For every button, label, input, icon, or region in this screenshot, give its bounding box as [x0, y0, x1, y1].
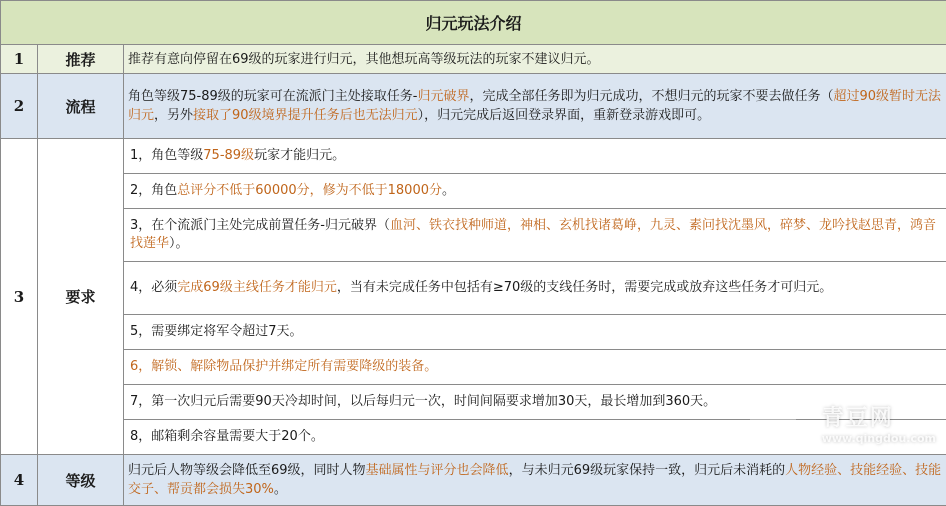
highlighted-text: 超过90级暂时无法归元 [128, 89, 941, 123]
highlighted-text: 人物经验、技能经验、技能交子、帮贡都会损失30% [128, 463, 941, 497]
row-category: 流程 [38, 74, 124, 139]
table-row-process [1, 74, 946, 139]
text-segment: ，当有未完成任务中包括有≥70级的支线任务时，需要完成或放弃这些任务才可归元。 [337, 280, 832, 295]
table-row [1, 262, 946, 315]
highlighted-text: 血河、铁衣找种师道，神相、玄机找诸葛峥，九灵、素问找沈墨风，碎梦、龙吟找赵思青，鸿音找莲华 [130, 218, 936, 251]
highlighted-text: 归元破界 [417, 89, 469, 104]
text-segment: 5，需要绑定将军令超过7天。 [130, 324, 303, 339]
row-content [124, 45, 946, 74]
title-row [1, 1, 946, 45]
requirement-item [124, 139, 946, 174]
row-category: 等级 [38, 455, 124, 506]
highlighted-text: 75-89级 [203, 148, 254, 163]
requirement-item [124, 174, 946, 209]
table-row-requirements [1, 139, 946, 174]
highlighted-text: 总评分不低于60000分，修为不低于18000分 [177, 183, 442, 198]
table-row [1, 350, 946, 385]
text-segment: ）。 [169, 236, 189, 251]
highlighted-text: 基础属性与评分也会降低 [366, 463, 509, 478]
row-number: 1 [1, 45, 38, 74]
table-row [1, 420, 946, 455]
requirement-item [124, 420, 946, 455]
requirement-item [124, 262, 946, 315]
text-segment: 1，角色等级 [130, 148, 203, 163]
text-segment: 4，必须 [130, 280, 177, 295]
text-segment: ，另外 [154, 108, 193, 123]
table-row [1, 315, 946, 350]
text-segment: ），归元完成后返回登录界面，重新登录游戏即可。 [418, 108, 711, 123]
requirement-item [124, 385, 946, 420]
table-row-recommend [1, 45, 946, 74]
text-segment: 。 [274, 482, 287, 497]
watermark-sub: www.qingdou.com [822, 432, 936, 445]
requirement-item [124, 315, 946, 350]
row-content [124, 74, 946, 139]
row-category: 推荐 [38, 45, 124, 74]
row-number: 4 [1, 455, 38, 506]
text-segment: 8，邮箱剩余容量需要大于20个。 [130, 429, 324, 444]
text-segment: ，与未归元69级玩家保持一致，归元后未消耗的 [509, 463, 786, 478]
text-segment: 3，在个流派门主处完成前置任务-归元破界（ [130, 218, 390, 233]
watermark-main: 青豆网 [822, 406, 894, 431]
table-title: 归元玩法介绍 [1, 1, 946, 45]
text-segment: 玩家才能归元。 [254, 148, 345, 163]
text-segment: 归元后人物等级会降低至69级，同时人物 [128, 463, 366, 478]
table-row [1, 385, 946, 420]
text-segment: 2，角色 [130, 183, 177, 198]
highlighted-text: 接取了90级境界提升任务后也无法归元 [193, 108, 418, 123]
row-content [124, 455, 946, 506]
text-segment: 角色等级75-89级的玩家可在流派门主处接取任务- [128, 89, 417, 104]
text-segment: 推荐有意向停留在69级的玩家进行归元，其他想玩高等级玩法的玩家不建议归元。 [128, 52, 600, 67]
row-number: 3 [1, 139, 38, 455]
row-number: 2 [1, 74, 38, 139]
text-segment: 。 [442, 183, 455, 198]
text-segment: ，完成全部任务即为归元成功，不想归元的玩家不要去做任务（ [469, 89, 833, 104]
table-row [1, 174, 946, 209]
row-category: 要求 [38, 139, 124, 455]
text-segment: 7，第一次归元后需要90天冷却时间，以后每归元一次，时间间隔要求增加30天，最长增加到360天。 [130, 394, 716, 409]
highlighted-text: 6，解锁、解除物品保护并绑定所有需要降级的装备。 [130, 359, 437, 374]
requirement-item [124, 209, 946, 262]
requirement-item [124, 350, 946, 385]
table-row [1, 209, 946, 262]
highlighted-text: 完成69级主线任务才能归元 [177, 280, 337, 295]
table-row-level [1, 455, 946, 506]
